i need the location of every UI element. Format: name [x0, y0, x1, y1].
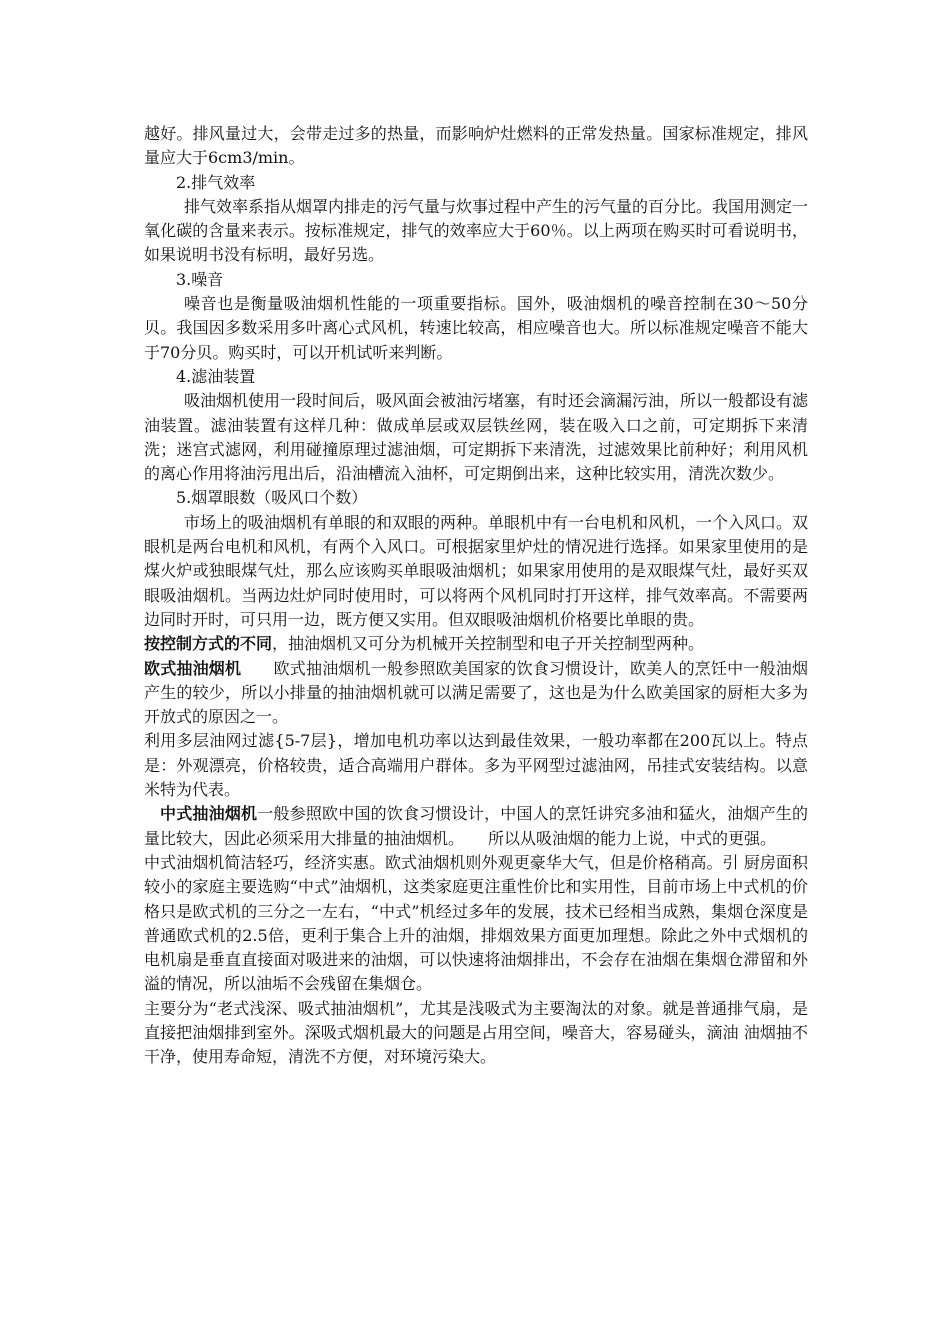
heading-oil-filter: 4.滤油装置 [176, 366, 256, 386]
chinese-hood-bold-label: 中式抽油烟机 [160, 804, 258, 824]
paragraph-exhaust-volume-end: 越好。排风量过大，会带走过多的热量，而影响炉灶燃料的正常发热量。国家标准规定，排风量应大于6cm3/min。 [144, 124, 808, 168]
chinese-hood-text: 一般参照欧中国的饮食习惯设计，中国人的烹饪讲究多油和猛火，油烟产生的量比较大，因此必须采用大排量的抽油烟机。 所以从吸油烟的能力上说，中式的更强。 [144, 804, 808, 848]
heading-noise: 3.噪音 [176, 269, 224, 289]
paragraph-oil-filter: 吸油烟机使用一段时间后，吸风面会被油污堵塞，有时还会滴漏污油，所以一般都设有滤油装置。滤油装置有这样几种：做成单层或双层铁丝网，装在吸入口之前，可定期拆下来清洗；迷宫式滤网，利用碰撞原理过滤油烟，可定期拆下来清洗，过滤效果比前种好；利用风机的离心作用将油污甩出后，沿油槽流入油杯，可定期倒出来，这种比较实用，清洗次数少。 [144, 391, 809, 484]
paragraph-noise: 噪音也是衡量吸油烟机性能的一项重要指标。国外，吸油烟机的噪音控制在30～50分贝。我国因多数采用多叶离心式风机，转速比较高，相应噪音也大。所以标准规定噪音不能大于70分贝。购买时，可以开机试听来判断。 [144, 294, 808, 362]
paragraph-european-filter: 利用多层油网过滤{5-7层}，增加电机功率以达到最佳效果，一般功率都在200瓦以上。特点是：外观漂亮，价格较贵，适合高端用户群体。多为平网型过滤油网，吊挂式安装结构。以意米特为代表。 [144, 731, 808, 800]
paragraph-old-style: 主要分为“老式浅深、吸式抽油烟机”，尤其是浅吸式为主要淘汰的对象。就是普通排气扇，是直接把油烟排到室外。深吸式烟机最大的问题是占用空间，噪音大，容易碰头，滴油 油烟抽不干净，使用寿命短，清洗不方便，对环境污染大。 [144, 998, 808, 1067]
paragraph-chinese-hood [144, 802, 808, 851]
paragraph-european-hood [144, 657, 808, 730]
european-hood-text: 欧式抽油烟机一般参照欧美国家的饮食习惯设计，欧美人的烹饪中一般油烟产生的较少，所以小排量的抽油烟机就可以满足需要了，这也是为什么欧美国家的厨柜大多为开放式的原因之一。 [144, 658, 808, 727]
heading-exhaust-efficiency: 2.排气效率 [176, 172, 256, 192]
heading-hood-eyes: 5.烟罩眼数（吸风口个数） [176, 488, 368, 508]
document-body [144, 122, 808, 1070]
control-type-text: ，抽油烟机又可分为机械开关控制型和电子开关控制型两种。 [272, 634, 705, 654]
paragraph-control-type [144, 632, 808, 656]
european-hood-bold-label: 欧式抽油烟机 [144, 658, 242, 678]
control-type-bold-label: 按控制方式的不同 [144, 634, 273, 654]
paragraph-hood-eyes: 市场上的吸油烟机有单眼的和双眼的两种。单眼机中有一台电机和风机，一个入风口。双眼机是两台电机和风机，有两个入风口。可根据家里炉灶的情况进行选择。如果家里使用的是煤火炉或独眼煤气灶，那么应该购买单眼吸油烟机；如果家用使用的是双眼煤气灶，最好买双眼吸油烟机。当两边灶炉同时使用时，可以将两个风机同时打开这样，排气效率高。不需要两边同时开时，可只用一边，既方便又实用。但双眼吸油烟机价格要比单眼的贵。 [144, 512, 809, 629]
paragraph-exhaust-efficiency: 排气效率系指从烟罩内排走的污气量与炊事过程中产生的污气量的百分比。我国用测定一氧化碳的含量来表示。按标准规定，排气的效率应大于60％。以上两项在购买时可看说明书，如果说明书没有标明，最好另选。 [144, 196, 809, 265]
paragraph-chinese-vs-european: 中式油烟机简洁轻巧，经济实惠。欧式油烟机则外观更豪华大气，但是价格稍高。引 厨房面积较小的家庭主要选购“中式”油烟机，这类家庭更注重性价比和实用性，目前市场上中式机的价格只是欧式机的三分之一左右，“中式”机经过多年的发展，技术已经相当成熟，集烟仓深度是普通欧式机的2.5倍，更利于集合上升的油烟，排烟效果方面更加理想。除此之外中式烟机的电机扇是垂直直接面对吸进来的油烟，可以快速将油烟排出，不会存在油烟在集烟仓滞留和外溢的情况，所以油垢不会残留在集烟仓。 [144, 852, 808, 994]
